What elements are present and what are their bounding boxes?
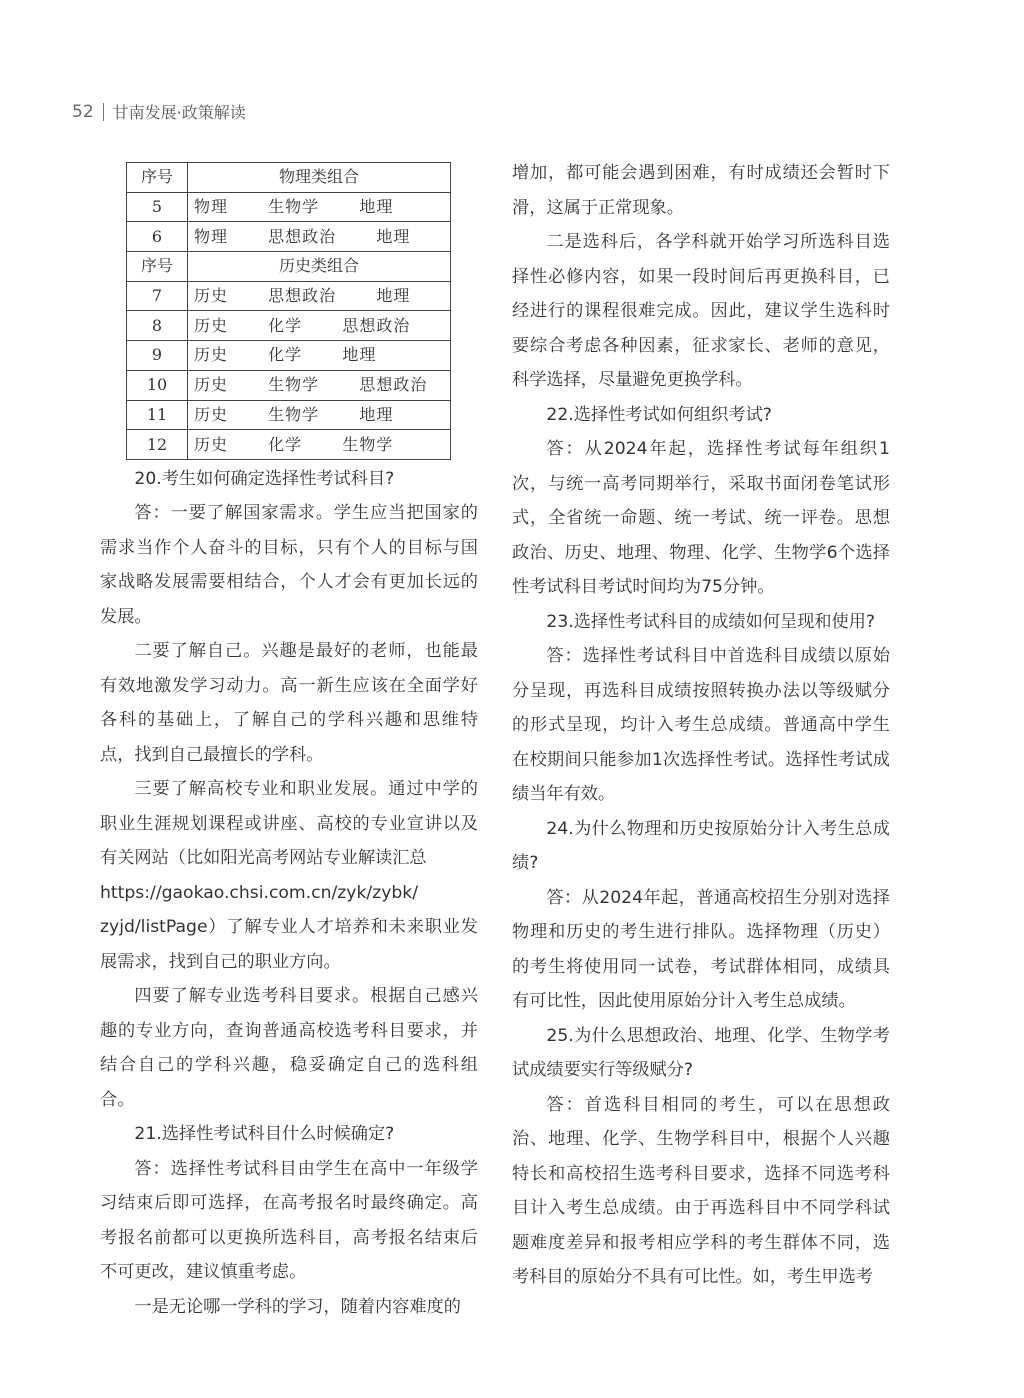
table-cell-number: 12 [127, 430, 188, 460]
table-header-row [127, 252, 451, 282]
table-header-cell: 序号 [127, 252, 188, 282]
table-cell-number: 8 [127, 311, 188, 341]
question-heading: 22.选择性考试如何组织考试? [546, 404, 772, 425]
paragraph: 三要了解高校专业和职业发展。通过中学的职业生涯规划课程或讲座、高校的专业宣讲以及有关网站（比如阳光高考网站专业解读汇总 [100, 779, 478, 869]
paragraph: 答：一要了解国家需求。学生应当把国家的需求当作个人奋斗的目标，只有个人的目标与国家战略发展需要相结合，个人才会有更加长远的发展。 [100, 503, 478, 627]
question-heading: 21.选择性考试科目什么时候确定? [134, 1124, 395, 1145]
table-cell-subjects: 历史 化学 思想政治 [188, 311, 451, 341]
right-column [512, 156, 890, 1295]
table-cell-number: 11 [127, 400, 188, 430]
table-cell-number: 10 [127, 370, 188, 400]
table-header-cell: 历史类组合 [188, 252, 451, 282]
table-cell-subjects: 历史 生物学 思想政治 [188, 370, 451, 400]
paragraph: 答：选择性考试科目由学生在高中一年级学习结束后即可选择，在高考报名时最终确定。高考报名前都可以更换所选科目，高考报名结束后不可更改，建议慎重考虑。 [100, 1158, 478, 1283]
table-cell-subjects: 物理 思想政治 地理 [188, 222, 451, 252]
question-heading: 25.为什么思想政治、地理、化学、生物学考试成绩要实行等级赋分? [512, 1025, 890, 1080]
table-header-row [127, 163, 451, 193]
table-cell-subjects: 历史 思想政治 地理 [188, 281, 451, 311]
table-row [127, 311, 451, 341]
paragraph: 二要了解自己。兴趣是最好的老师，也能最有效地激发学习动力。高一新生应该在全面学好各科的基础上，了解自己的学科兴趣和思维特点，找到自己最擅长的学科。 [100, 641, 478, 765]
paragraph: 答：从2024年起，选择性考试每年组织1次，与统一高考同期举行，采取书面闭卷笔试形式，全省统一命题、统一考试、统一评卷。思想政治、历史、地理、物理、化学、生物学6个选择性考试科目考试时间均为75分钟。 [512, 439, 890, 597]
url-line: https://gaokao.chsi.com.cn/zyk/zybk/ [100, 882, 419, 903]
table-row [127, 281, 451, 311]
table-cell-subjects: 历史 生物学 地理 [188, 400, 451, 430]
table-row [127, 341, 451, 371]
paragraph: 一是无论哪一学科的学习，随着内容难度的 [134, 1296, 461, 1317]
paragraph: 答：首选科目相同的考生，可以在思想政治、地理、化学、生物学科目中，根据个人兴趣特长和高校招生选考科目要求，选择不同选考科目计入考生总成绩。由于再选科目中不同学科试题难度差异和报考相应学科的考生群体不同，选考科目的原始分不具有可比性。如，考生甲选考 [512, 1094, 890, 1287]
table-cell-subjects: 历史 化学 地理 [188, 341, 451, 371]
paragraph: 四要了解专业选考科目要求。根据自己感兴趣的专业方向，查询普通高校选考科目要求，并结合自己的学科兴趣，稳妥确定自己的选科组合。 [100, 986, 478, 1110]
paragraph: 答：从2024年起，普通高校招生分别对选择物理和历史的考生进行排队。选择物理（历史）的考生将使用同一试卷，考试群体相同，成绩具有可比性，因此使用原始分计入考生总成绩。 [512, 887, 890, 1011]
table-header-cell: 序号 [127, 163, 188, 193]
table-cell-number: 9 [127, 341, 188, 371]
header-divider [103, 103, 104, 121]
question-heading: 23.选择性考试科目的成绩如何呈现和使用? [546, 611, 876, 632]
paragraph: 二是选科后，各学科就开始学习所选科目选择性必修内容，如果一段时间后再更换科目，已经进行的课程很难完成。因此，建议学生选科时要综合考虑各种因素，征求家长、老师的意见，科学选择，尽量避免更换学科。 [512, 232, 890, 390]
table-cell-subjects: 物理 生物学 地理 [188, 192, 451, 222]
subject-combination-table [126, 162, 451, 460]
table-cell-number: 6 [127, 222, 188, 252]
paragraph: 增加，都可能会遇到困难，有时成绩还会暂时下滑，这属于正常现象。 [512, 163, 890, 218]
table-row [127, 222, 451, 252]
paragraph: zyjd/listPage）了解专业人才培养和未来职业发展需求，找到自己的职业方向。 [100, 917, 478, 972]
table-header-cell: 物理类组合 [188, 163, 451, 193]
table-row [127, 192, 451, 222]
table-row [127, 430, 451, 460]
question-heading: 24.为什么物理和历史按原始分计入考生总成绩? [512, 818, 890, 873]
page-number: 52 [72, 101, 94, 122]
running-header [72, 100, 246, 123]
table-row [127, 400, 451, 430]
table-cell-number: 7 [127, 281, 188, 311]
question-heading: 20.考生如何确定选择性考试科目? [134, 468, 395, 489]
table-cell-number: 5 [127, 192, 188, 222]
table-row [127, 370, 451, 400]
table-cell-subjects: 历史 化学 生物学 [188, 430, 451, 460]
left-column [100, 156, 478, 1324]
section-title: 甘南发展·政策解读 [112, 103, 246, 122]
paragraph: 答：选择性考试科目中首选科目成绩以原始分呈现，再选科目成绩按照转换办法以等级赋分的形式呈现，均计入考生总成绩。普通高中学生在校期间只能参加1次选择性考试。选择性考试成绩当年有效。 [512, 646, 890, 804]
